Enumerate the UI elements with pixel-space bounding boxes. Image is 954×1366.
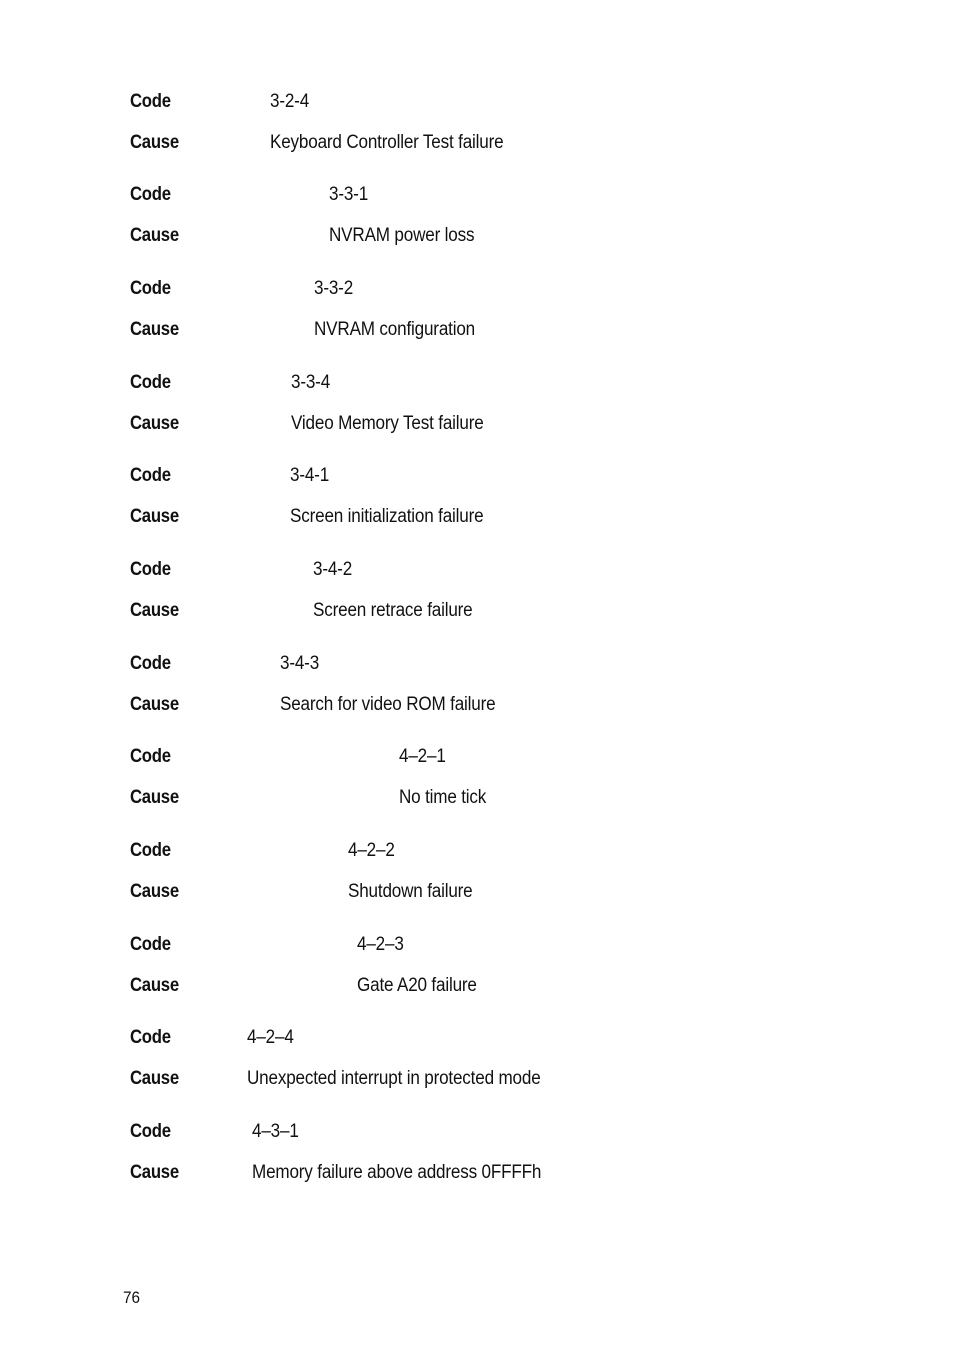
cause-value: Shutdown failure [348, 881, 473, 902]
beep-code-entry [0, 839, 954, 919]
beep-code-entry [0, 90, 954, 170]
code-label: Code [130, 934, 171, 955]
beep-code-entry [0, 183, 954, 263]
cause-label: Cause [130, 413, 179, 434]
code-row [0, 933, 954, 957]
beep-code-entry [0, 652, 954, 732]
cause-row [0, 974, 954, 998]
code-row [0, 183, 954, 207]
cause-label: Cause [130, 1068, 179, 1089]
cause-value: Video Memory Test failure [291, 413, 484, 434]
cause-row [0, 224, 954, 248]
code-label: Code [130, 1027, 171, 1048]
cause-label: Cause [130, 600, 179, 621]
cause-row [0, 693, 954, 717]
page-number: 76 [123, 1288, 141, 1307]
code-label: Code [130, 91, 171, 112]
code-value: 4–2–4 [247, 1027, 294, 1048]
code-row [0, 558, 954, 582]
cause-value: No time tick [399, 787, 487, 808]
beep-code-entry [0, 371, 954, 451]
cause-value: Screen initialization failure [290, 506, 484, 527]
cause-row [0, 1161, 954, 1185]
cause-row [0, 786, 954, 810]
code-label: Code [130, 465, 171, 486]
code-row [0, 745, 954, 769]
code-label: Code [130, 372, 171, 393]
cause-row [0, 1067, 954, 1091]
code-row [0, 652, 954, 676]
cause-value: Unexpected interrupt in protected mode [247, 1068, 541, 1089]
cause-row [0, 318, 954, 342]
code-row [0, 464, 954, 488]
cause-value: Memory failure above address 0FFFFh [252, 1162, 542, 1183]
code-label: Code [130, 1121, 171, 1142]
code-row [0, 90, 954, 114]
cause-label: Cause [130, 975, 179, 996]
beep-code-entry [0, 464, 954, 544]
code-value: 3-2-4 [270, 91, 310, 112]
code-value: 3-4-1 [290, 465, 330, 486]
code-value: 4–2–3 [357, 934, 404, 955]
code-value: 3-4-2 [313, 559, 353, 580]
code-label: Code [130, 184, 171, 205]
code-label: Code [130, 653, 171, 674]
code-label: Code [130, 840, 171, 861]
code-label: Code [130, 559, 171, 580]
cause-row [0, 505, 954, 529]
beep-code-entry [0, 277, 954, 357]
code-value: 3-3-2 [314, 278, 354, 299]
beep-code-entry [0, 1120, 954, 1200]
cause-row [0, 599, 954, 623]
cause-value: Gate A20 failure [357, 975, 477, 996]
cause-value: Keyboard Controller Test failure [270, 132, 504, 153]
code-value: 4–2–1 [399, 746, 446, 767]
cause-label: Cause [130, 132, 179, 153]
cause-value: Search for video ROM failure [280, 694, 496, 715]
cause-row [0, 412, 954, 436]
cause-value: NVRAM power loss [329, 225, 475, 246]
code-value: 4–3–1 [252, 1121, 299, 1142]
code-row [0, 839, 954, 863]
cause-label: Cause [130, 881, 179, 902]
cause-row [0, 880, 954, 904]
code-row [0, 1026, 954, 1050]
code-label: Code [130, 746, 171, 767]
cause-value: Screen retrace failure [313, 600, 473, 621]
beep-code-entry [0, 745, 954, 825]
cause-label: Cause [130, 1162, 179, 1183]
cause-label: Cause [130, 506, 179, 527]
code-row [0, 371, 954, 395]
code-label: Code [130, 278, 171, 299]
cause-row [0, 131, 954, 155]
beep-code-entry [0, 933, 954, 1013]
cause-label: Cause [130, 319, 179, 340]
code-value: 3-3-4 [291, 372, 331, 393]
code-row [0, 277, 954, 301]
code-value: 3-4-3 [280, 653, 320, 674]
cause-label: Cause [130, 787, 179, 808]
cause-label: Cause [130, 694, 179, 715]
code-value: 3-3-1 [329, 184, 369, 205]
code-value: 4–2–2 [348, 840, 395, 861]
cause-label: Cause [130, 225, 179, 246]
beep-code-entry [0, 1026, 954, 1106]
beep-code-entry [0, 558, 954, 638]
cause-value: NVRAM configuration [314, 319, 476, 340]
code-row [0, 1120, 954, 1144]
